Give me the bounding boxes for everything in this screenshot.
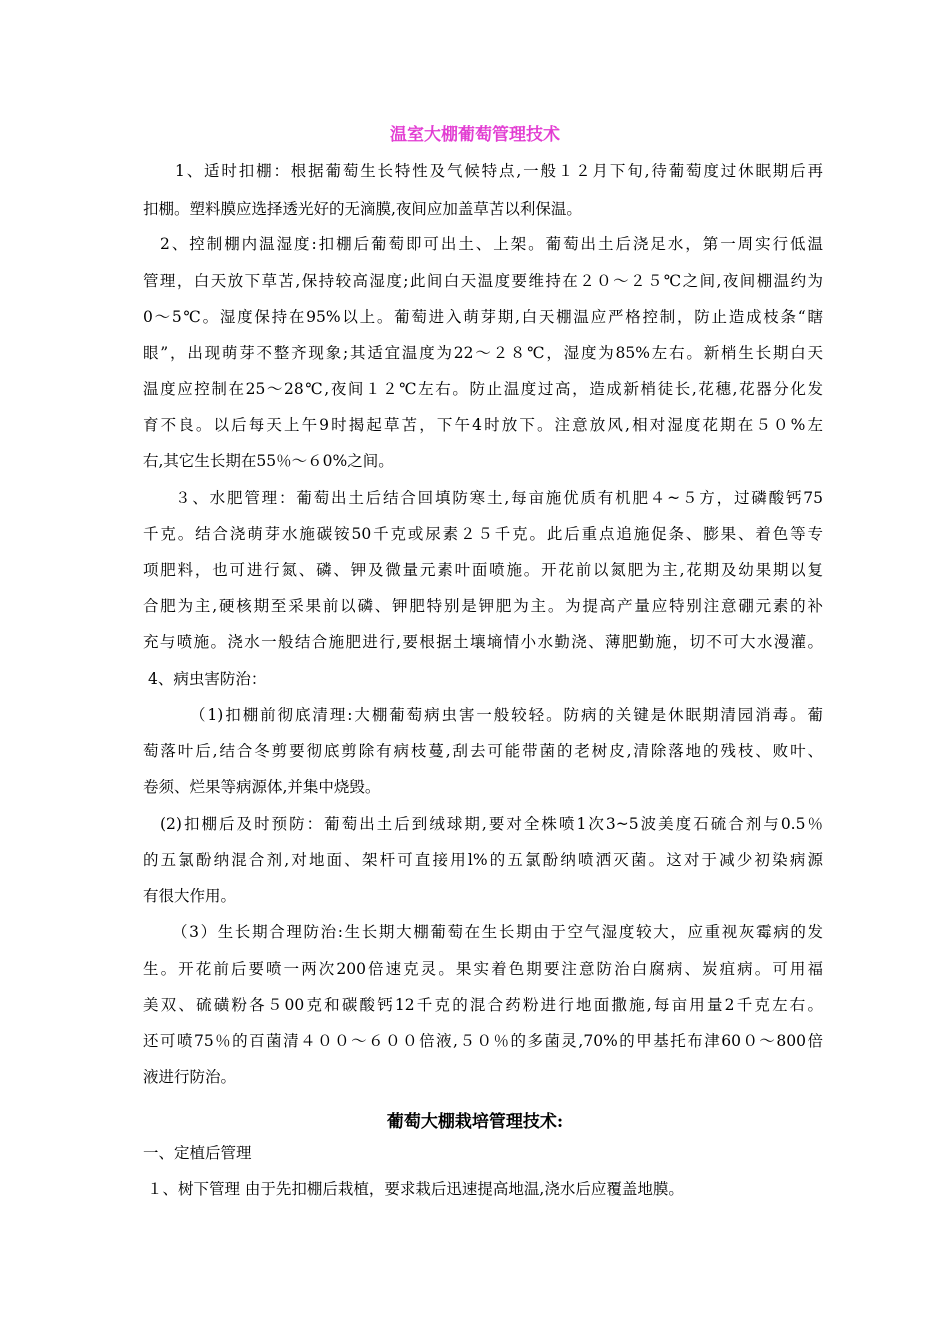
text-line: １、树下管理 由于先扣棚后栽植，要求栽后迅速提高地温,浇水后应覆盖地膜。 bbox=[147, 1180, 684, 1198]
text-line: 温度应控制在25～28℃,夜间１２℃左右。防止温度过高，造成新梢徒长,花穗,花器分化发 bbox=[143, 380, 823, 398]
text-line: 项肥料，也可进行氮、磷、钾及微量元素叶面喷施。开花前以氮肥为主,花期及幼果期以复 bbox=[143, 561, 823, 579]
text-line: 育不良。以后每天上午9时揭起草苫，下午4时放下。注意放风,相对湿度花期在５０%左 bbox=[143, 416, 823, 434]
text-line: 千克。结合浇萌芽水施碳铵50千克或尿素２５千克。此后重点追施促条、膨果、着色等专 bbox=[143, 525, 823, 543]
text-line: （3）生长期合理防治:生长期大棚葡萄在生长期由于空气湿度较大，应重视灰霉病的发 bbox=[172, 923, 823, 941]
section-title: 葡萄大棚栽培管理技术: bbox=[386, 1112, 564, 1132]
text-line: 的五氯酚纳混合剂,对地面、架杆可直接用l%的五氯酚纳喷洒灭菌。这对于减少初染病源 bbox=[143, 851, 823, 869]
text-line: 右,其它生长期在55％～６0%之间。 bbox=[143, 452, 394, 470]
text-line: 眼”，出现萌芽不整齐现象;其适宜温度为22～２８℃，湿度为85%左右。新梢生长期白天 bbox=[143, 344, 823, 362]
text-line: 萄落叶后,结合冬剪要彻底剪除有病枝蔓,刮去可能带菌的老树皮,清除落地的残枝、败叶、 bbox=[143, 742, 823, 760]
document-title: 温室大棚葡萄管理技术 bbox=[390, 125, 560, 145]
text-line: 一、定植后管理 bbox=[143, 1144, 252, 1162]
text-line: ３、水肥管理：葡萄出土后结合回填防寒土,每亩施优质有机肥４~５方，过磷酸钙75 bbox=[175, 489, 823, 507]
text-line: 液进行防治。 bbox=[143, 1068, 237, 1086]
text-line: 充与喷施。浇水一般结合施肥进行,要根据土壤墒情小水勤浇、薄肥勤施，切不可大水漫灌。 bbox=[143, 633, 823, 651]
text-line: 合肥为主,硬核期至采果前以磷、钾肥特别是钾肥为主。为提高产量应特别注意硼元素的补 bbox=[143, 597, 823, 615]
text-line: 卷须、烂果等病源体,并集中烧毁。 bbox=[143, 778, 381, 796]
text-line: 生。开花前后要喷一两次200倍速克灵。果实着色期要注意防治白腐病、炭疽病。可用福 bbox=[143, 960, 823, 978]
text-line: 1、适时扣棚：根据葡萄生长特性及气候特点,一般１２月下旬,待葡萄度过休眠期后再 bbox=[175, 162, 823, 180]
text-line: （1)扣棚前彻底清理:大棚葡萄病虫害一般较轻。防病的关键是休眠期清园消毒。葡 bbox=[190, 706, 823, 724]
text-line: 2、控制棚内温湿度:扣棚后葡萄即可出土、上架。葡萄出土后浇足水，第一周实行低温 bbox=[160, 235, 823, 253]
text-line: 有很大作用。 bbox=[143, 887, 237, 905]
text-line: 4、病虫害防治： bbox=[148, 670, 267, 688]
text-line: 美双、硫磺粉各５00克和碳酸钙12千克的混合药粉进行地面撒施,每亩用量2千克左右。 bbox=[143, 996, 823, 1014]
text-line: 还可喷75％的百菌清４００～６００倍液,５０％的多菌灵,70%的甲基托布津60０～800倍 bbox=[143, 1032, 823, 1050]
text-line: 扣棚。塑料膜应选择透光好的无滴膜,夜间应加盖草苫以利保温。 bbox=[143, 200, 582, 218]
text-line: 管理，白天放下草苫,保持较高湿度;此间白天温度要维持在２０～２５℃之间,夜间棚温约为 bbox=[143, 272, 823, 290]
text-line: 0～5℃。湿度保持在95%以上。葡萄进入萌芽期,白天棚温应严格控制，防止造成枝条“瞎 bbox=[143, 308, 823, 326]
text-line: (2)扣棚后及时预防：葡萄出土后到绒球期,要对全株喷1次3~5波美度石硫合剂与0.5％ bbox=[160, 815, 823, 833]
